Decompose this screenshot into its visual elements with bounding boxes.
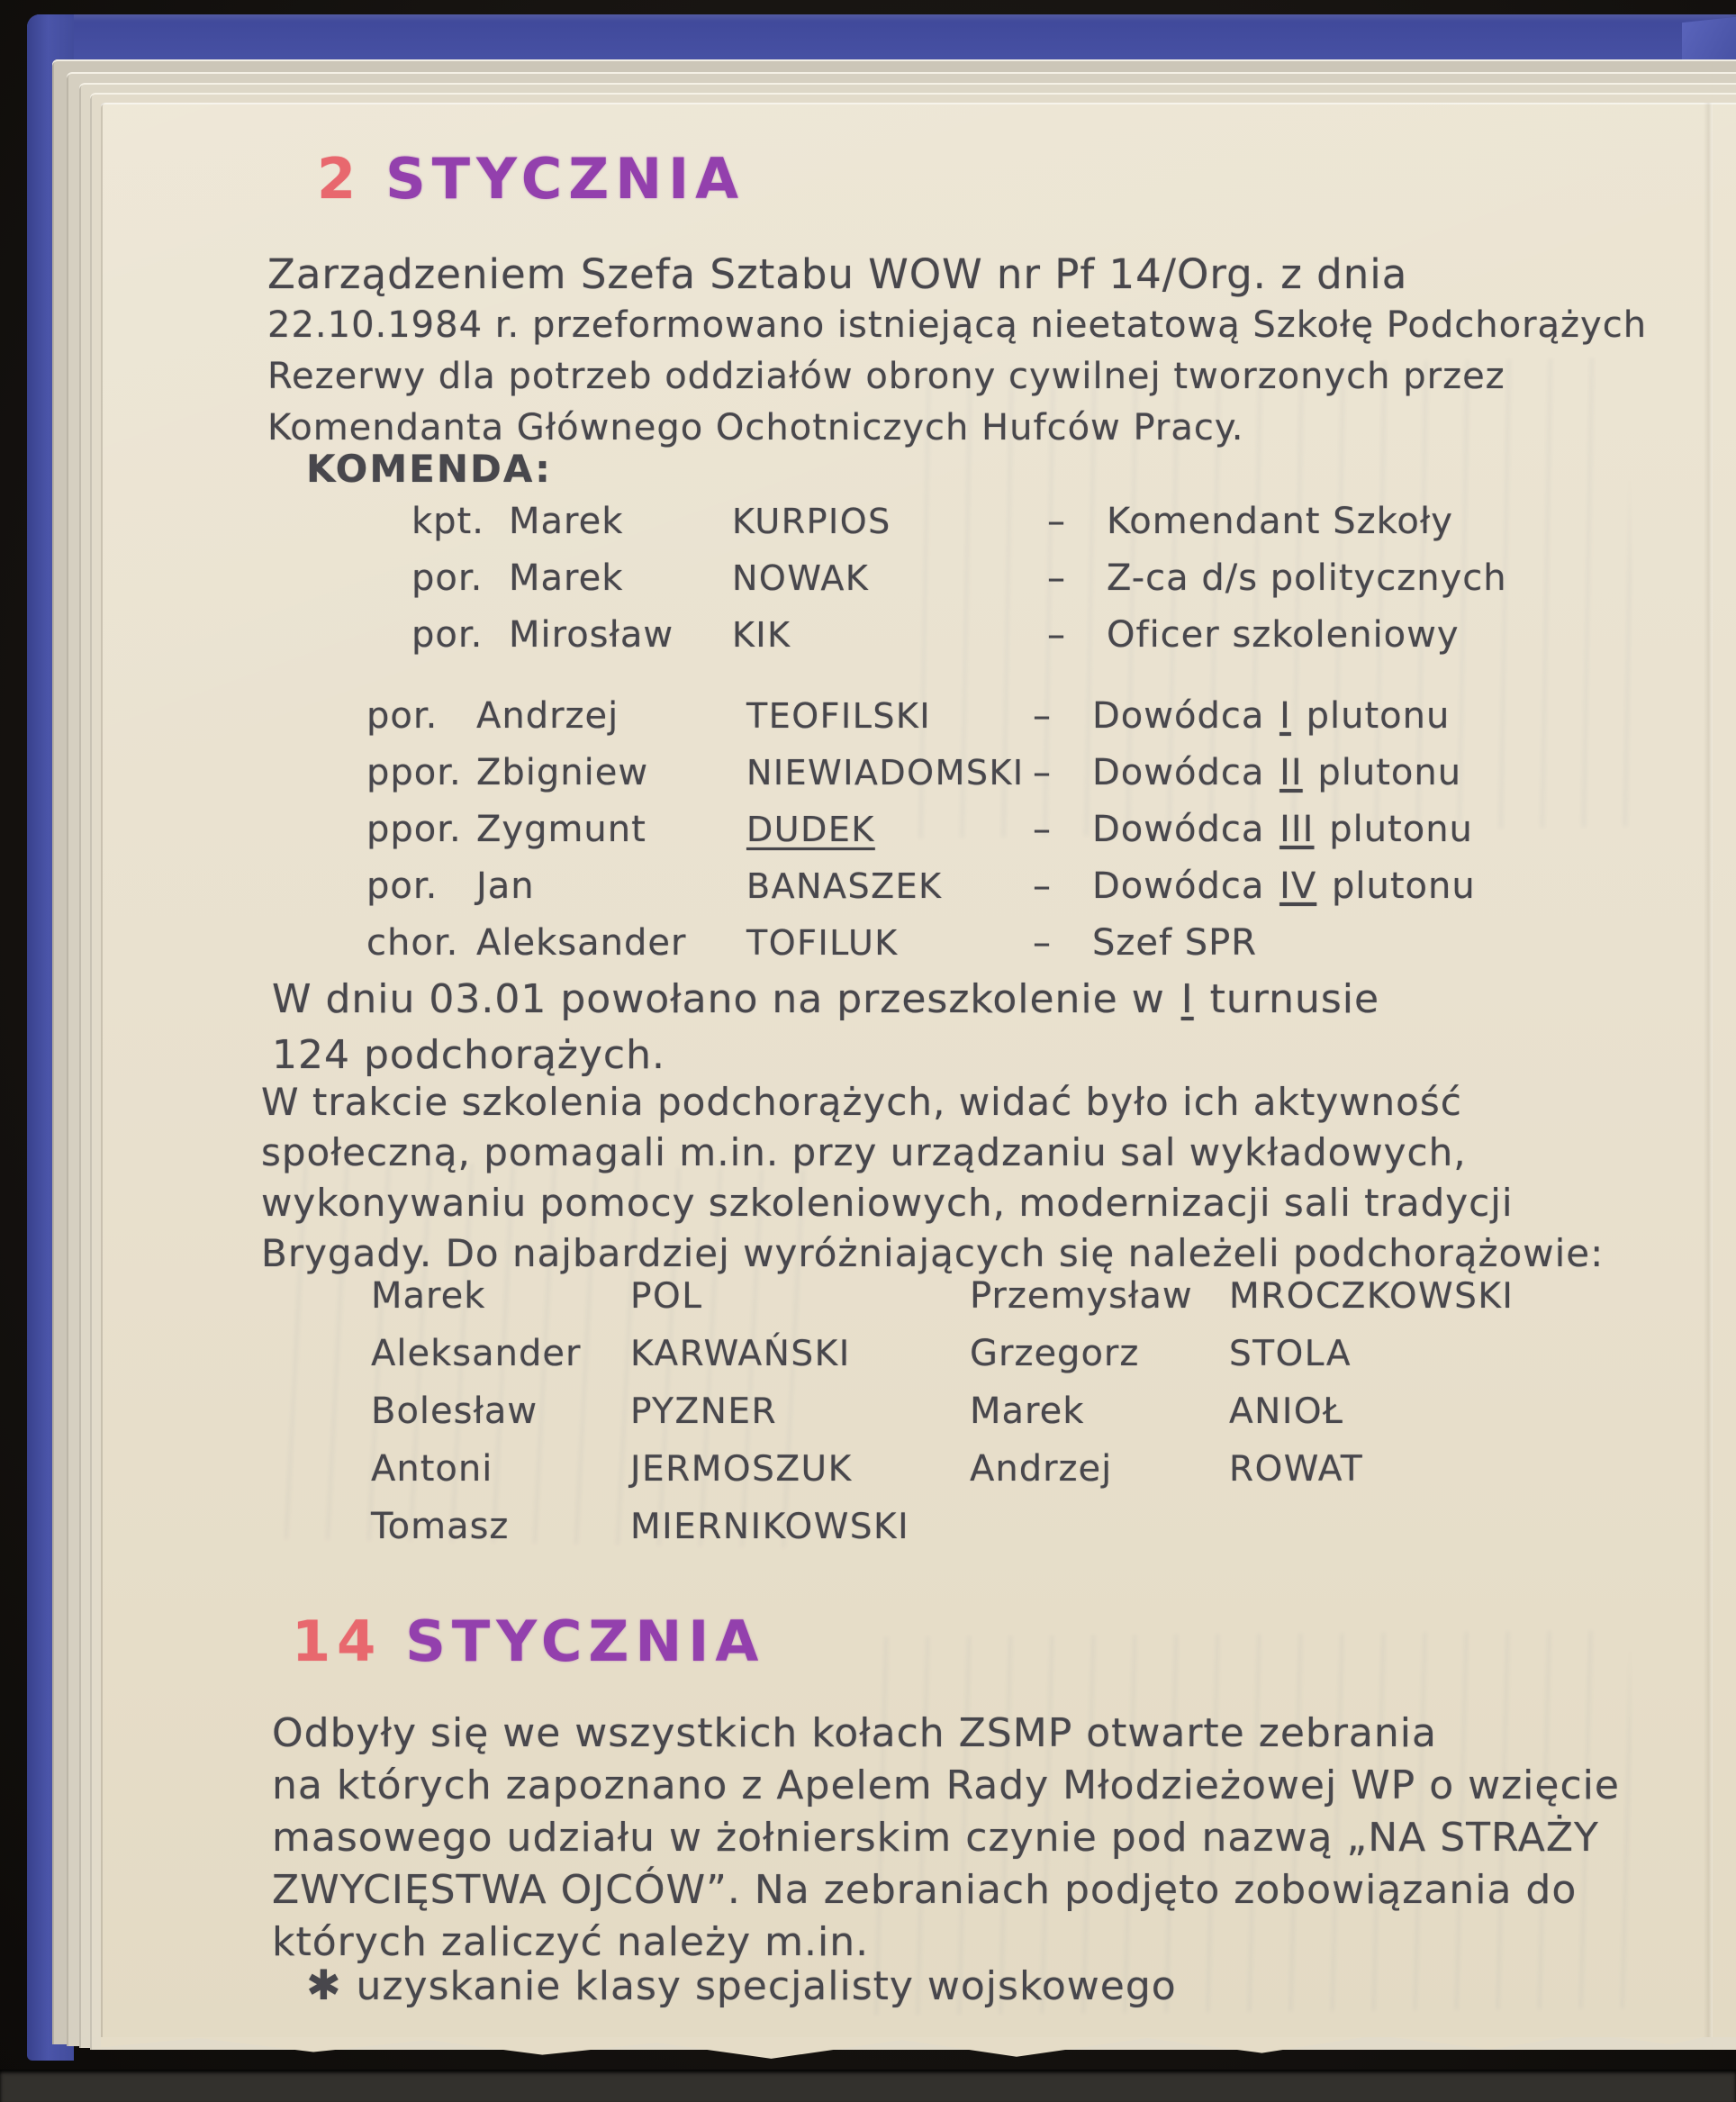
- role-text: plutonu: [1329, 809, 1473, 850]
- text-line: [272, 972, 1379, 1028]
- staff-role: Komendant Szkoły: [1107, 501, 1453, 542]
- platoon-roman-numeral: IV: [1279, 865, 1317, 907]
- dash-separator: –: [1033, 752, 1052, 793]
- cadet-surname: PYZNER: [630, 1391, 778, 1432]
- heading-day-number: 14: [292, 1608, 383, 1674]
- staff-surname: KIK: [732, 615, 791, 655]
- cadet-surname: POL: [630, 1276, 703, 1317]
- cadet-row: [970, 1448, 1514, 1490]
- dash-separator: –: [1047, 614, 1066, 656]
- text-line: Odbyły się we wszystkich kołach ZSMP otwarte zebrania: [272, 1710, 1437, 1756]
- platoon-roman-numeral: III: [1279, 809, 1315, 850]
- cadet-surname: STOLA: [1229, 1334, 1352, 1374]
- cadet-row: [970, 1391, 1514, 1432]
- cadet-first-name: Przemysław: [970, 1275, 1193, 1317]
- dash-separator: –: [1033, 865, 1052, 907]
- text-line: Brygady. Do najbardziej wyróżniających się należeli podchorążowie:: [261, 1231, 1605, 1275]
- cadet-row: [970, 1333, 1514, 1374]
- entry-heading-14-stycznia: [292, 1608, 764, 1674]
- staff-rank: por.: [366, 695, 439, 737]
- text-line: 124 podchorążych.: [272, 1032, 665, 1078]
- text-line: na których zapoznano z Apelem Rady Młodzieżowej WP o wzięcie: [272, 1762, 1620, 1808]
- text-line: wykonywaniu pomocy szkoleniowych, modernizacji sali tradycji: [261, 1181, 1514, 1225]
- staff-role: Oficer szkoleniowy: [1107, 614, 1460, 656]
- cadet-row: [371, 1391, 909, 1432]
- activity-paragraph: [261, 1077, 1604, 1279]
- cadet-first-name: Aleksander: [371, 1333, 582, 1374]
- staff-role: [1092, 752, 1476, 793]
- cadet-first-name: Bolesław: [371, 1391, 538, 1432]
- bullet-text: uzyskanie klasy specjalisty wojskowego: [356, 1963, 1177, 2009]
- turnus-paragraph: [272, 972, 1379, 1083]
- staff-role: [1092, 865, 1476, 907]
- staff-row: [411, 557, 1507, 599]
- role-text: Szef SPR: [1092, 922, 1258, 964]
- cadet-surname: ANIOŁ: [1229, 1391, 1344, 1432]
- staff-first-name: Marek: [509, 557, 624, 599]
- text-line: społeczną, pomagali m.in. przy urządzaniu sal wykładowych,: [261, 1130, 1467, 1174]
- asterisk-bullet-icon: ✱: [306, 1961, 342, 2009]
- staff-first-name: Aleksander: [476, 922, 687, 964]
- staff-first-name: Zbigniew: [476, 752, 649, 793]
- staff-surname: TOFILUK: [746, 923, 899, 963]
- staff-rank: kpt.: [411, 501, 484, 542]
- text-line: W trakcie szkolenia podchorążych, widać było ich aktywność: [261, 1080, 1462, 1124]
- intro-paragraph: [267, 249, 1647, 454]
- heading-month: STYCZNIA: [385, 146, 746, 212]
- staff-rank: ppor.: [366, 752, 462, 793]
- notebook-page: [101, 103, 1736, 2037]
- cadet-row: [371, 1506, 909, 1547]
- cadet-row: [371, 1275, 909, 1317]
- dash-separator: –: [1033, 809, 1052, 850]
- staff-rank: ppor.: [366, 809, 462, 850]
- staff-role: [1092, 695, 1476, 737]
- role-text: Dowódca: [1092, 809, 1265, 850]
- cadet-row: [371, 1448, 909, 1490]
- heading-day-number: 2: [317, 146, 363, 212]
- text-line: Rezerwy dla potrzeb oddziałów obrony cywilnej tworzonych przez: [267, 356, 1505, 397]
- cadet-surname: MIERNIKOWSKI: [630, 1507, 910, 1547]
- text-line: 22.10.1984 r. przeformowano istniejącą nieetatową Szkołę Podchorążych: [267, 304, 1648, 346]
- dash-separator: –: [1033, 922, 1052, 964]
- role-text: plutonu: [1306, 695, 1451, 737]
- turnus-roman-numeral: I: [1180, 976, 1194, 1022]
- staff-surname: NIEWIADOMSKI: [746, 753, 1025, 793]
- heading-month: STYCZNIA: [405, 1608, 765, 1674]
- cadet-surname: KARWAŃSKI: [630, 1334, 851, 1374]
- cadet-surname: ROWAT: [1229, 1449, 1364, 1490]
- text-line: masowego udziału w żołnierskim czynie pod nazwą „NA STRAŻY: [272, 1815, 1599, 1861]
- text-line: Zarządzeniem Szefa Sztabu WOW nr Pf 14/Org. z dnia: [267, 250, 1408, 298]
- staff-surname: KURPIOS: [732, 502, 891, 541]
- staff-rank: por.: [411, 614, 484, 656]
- cadet-first-name: Andrzej: [970, 1448, 1113, 1490]
- cadet-surname: JERMOSZUK: [630, 1449, 853, 1490]
- staff-rank: por.: [366, 865, 439, 907]
- cadet-first-name: Marek: [970, 1391, 1085, 1432]
- staff-rank: por.: [411, 557, 484, 599]
- desk-edge: [0, 2070, 1736, 2102]
- dash-separator: –: [1047, 501, 1066, 542]
- dash-separator: –: [1047, 557, 1066, 599]
- staff-first-name: Zygmunt: [476, 809, 646, 850]
- staff-role: [1092, 922, 1476, 964]
- cadet-first-name: Tomasz: [371, 1506, 510, 1547]
- cadet-first-name: Marek: [371, 1275, 486, 1317]
- staff-surname: NOWAK: [732, 558, 870, 598]
- staff-first-name: Andrzej: [476, 695, 619, 737]
- turnus-text: turnusie: [1196, 976, 1380, 1022]
- staff-surname: DUDEK: [746, 810, 875, 849]
- cadet-row: [371, 1333, 909, 1374]
- role-text: Dowódca: [1092, 865, 1265, 907]
- staff-row: [411, 614, 1507, 656]
- cadet-first-name: Grzegorz: [970, 1333, 1140, 1374]
- role-text: plutonu: [1317, 752, 1462, 793]
- staff-role: Z-ca d/s politycznych: [1107, 557, 1507, 599]
- role-text: Dowódca: [1092, 695, 1265, 737]
- platoon-roman-numeral: II: [1279, 752, 1303, 793]
- cadets-column-1: [371, 1275, 909, 1563]
- staff-row: [366, 809, 1476, 850]
- staff-row: [366, 922, 1476, 964]
- platoon-roman-numeral: I: [1279, 695, 1291, 737]
- cadet-row: [970, 1275, 1514, 1317]
- staff-row: [366, 752, 1476, 793]
- staff-surname: BANASZEK: [746, 866, 943, 906]
- staff-first-name: Mirosław: [509, 614, 674, 656]
- text-line: ZWYCIĘSTWA OJCÓW”. Na zebraniach podjęto zobowiązania do: [272, 1867, 1578, 1913]
- zsmp-paragraph: [272, 1708, 1620, 1969]
- platoon-staff-list: [366, 695, 1476, 979]
- staff-surname: TEOFILSKI: [746, 696, 932, 736]
- bullet-line: [306, 1960, 1177, 2012]
- cadets-column-2: [970, 1275, 1514, 1506]
- staff-rank: chor.: [366, 922, 459, 964]
- cadet-first-name: Antoni: [371, 1448, 493, 1490]
- dash-separator: –: [1033, 695, 1052, 737]
- staff-row: [411, 501, 1507, 542]
- staff-row: [366, 695, 1476, 737]
- role-text: Dowódca: [1092, 752, 1265, 793]
- entry-heading-2-stycznia: [317, 146, 745, 212]
- staff-row: [366, 865, 1476, 907]
- staff-first-name: Marek: [509, 501, 624, 542]
- text-line: Komendanta Głównego Ochotniczych Hufców Pracy.: [267, 407, 1244, 448]
- cadet-surname: MROCZKOWSKI: [1229, 1276, 1514, 1317]
- komenda-label: KOMENDA:: [306, 447, 552, 491]
- turnus-text: W dniu 03.01 powołano na przeszkolenie w: [272, 976, 1179, 1022]
- staff-role: [1092, 809, 1476, 850]
- staff-first-name: Jan: [476, 865, 535, 907]
- command-staff-list: [411, 501, 1507, 671]
- role-text: plutonu: [1331, 865, 1476, 907]
- text-line: których zaliczyć należy m.in.: [272, 1919, 870, 1965]
